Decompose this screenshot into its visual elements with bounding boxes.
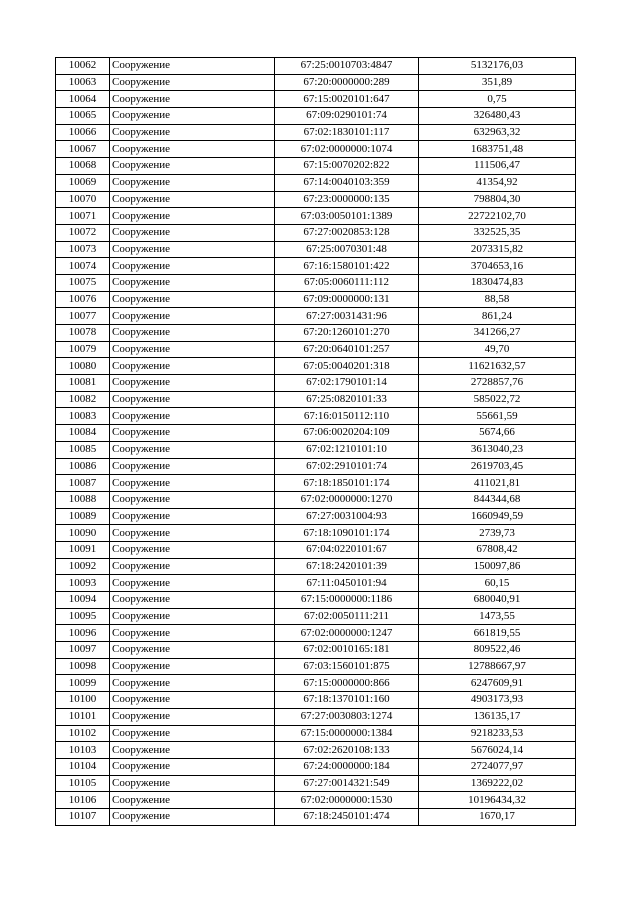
cadastral-number-cell: 67:25:0070301:48	[275, 241, 419, 258]
cadastral-value-cell: 661819,55	[419, 625, 576, 642]
cadastral-number-cell: 67:06:0020204:109	[275, 425, 419, 442]
table-row	[56, 708, 576, 725]
cadastral-number-cell: 67:03:0050101:1389	[275, 208, 419, 225]
cadastral-value-cell: 2724077,97	[419, 758, 576, 775]
object-type-cell: Сооружение	[110, 174, 275, 191]
object-type-cell: Сооружение	[110, 491, 275, 508]
cadastral-value-cell: 1473,55	[419, 608, 576, 625]
cadastral-number-cell: 67:14:0040103:359	[275, 174, 419, 191]
cadastral-value-cell: 351,89	[419, 74, 576, 91]
object-type-cell: Сооружение	[110, 642, 275, 659]
cadastral-number-cell: 67:20:1260101:270	[275, 325, 419, 342]
row-number-cell: 10062	[56, 58, 110, 75]
table-row	[56, 258, 576, 275]
object-type-cell: Сооружение	[110, 608, 275, 625]
table-row	[56, 725, 576, 742]
row-number-cell: 10078	[56, 325, 110, 342]
object-type-cell: Сооружение	[110, 358, 275, 375]
object-type-cell: Сооружение	[110, 458, 275, 475]
table-row	[56, 592, 576, 609]
row-number-cell: 10075	[56, 274, 110, 291]
table-row	[56, 241, 576, 258]
table-row	[56, 675, 576, 692]
row-number-cell: 10081	[56, 375, 110, 392]
table-row	[56, 58, 576, 75]
object-type-cell: Сооружение	[110, 58, 275, 75]
object-type-cell: Сооружение	[110, 308, 275, 325]
cadastral-number-cell: 67:02:0000000:1247	[275, 625, 419, 642]
cadastral-number-cell: 67:02:1790101:14	[275, 375, 419, 392]
row-number-cell: 10085	[56, 441, 110, 458]
object-type-cell: Сооружение	[110, 425, 275, 442]
cadastral-number-cell: 67:27:0031004:93	[275, 508, 419, 525]
cadastral-value-cell: 1369222,02	[419, 775, 576, 792]
cadastral-number-cell: 67:09:0000000:131	[275, 291, 419, 308]
table-row	[56, 224, 576, 241]
row-number-cell: 10106	[56, 792, 110, 809]
object-type-cell: Сооружение	[110, 291, 275, 308]
cadastral-value-cell: 41354,92	[419, 174, 576, 191]
cadastral-value-cell: 844344,68	[419, 491, 576, 508]
table-row	[56, 575, 576, 592]
row-number-cell: 10089	[56, 508, 110, 525]
row-number-cell: 10097	[56, 642, 110, 659]
table-row	[56, 491, 576, 508]
table-row	[56, 291, 576, 308]
row-number-cell: 10076	[56, 291, 110, 308]
object-type-cell: Сооружение	[110, 592, 275, 609]
cadastral-number-cell: 67:25:0010703:4847	[275, 58, 419, 75]
row-number-cell: 10103	[56, 742, 110, 759]
object-type-cell: Сооружение	[110, 375, 275, 392]
cadastral-value-cell: 3613040,23	[419, 441, 576, 458]
cadastral-value-cell: 136135,17	[419, 708, 576, 725]
cadastral-value-cell: 88,58	[419, 291, 576, 308]
row-number-cell: 10099	[56, 675, 110, 692]
cadastral-number-cell: 67:02:0000000:1530	[275, 792, 419, 809]
row-number-cell: 10087	[56, 475, 110, 492]
object-type-cell: Сооружение	[110, 658, 275, 675]
cadastral-value-cell: 1683751,48	[419, 141, 576, 158]
cadastral-value-cell: 2619703,45	[419, 458, 576, 475]
object-type-cell: Сооружение	[110, 708, 275, 725]
cadastral-number-cell: 67:20:0640101:257	[275, 341, 419, 358]
object-type-cell: Сооружение	[110, 124, 275, 141]
object-type-cell: Сооружение	[110, 258, 275, 275]
row-number-cell: 10095	[56, 608, 110, 625]
object-type-cell: Сооружение	[110, 408, 275, 425]
row-number-cell: 10069	[56, 174, 110, 191]
table-row	[56, 792, 576, 809]
table-row	[56, 341, 576, 358]
row-number-cell: 10080	[56, 358, 110, 375]
register-table-body	[56, 58, 576, 826]
table-row	[56, 408, 576, 425]
row-number-cell: 10091	[56, 541, 110, 558]
cadastral-number-cell: 67:18:1850101:174	[275, 475, 419, 492]
cadastral-value-cell: 2073315,82	[419, 241, 576, 258]
row-number-cell: 10074	[56, 258, 110, 275]
object-type-cell: Сооружение	[110, 74, 275, 91]
cadastral-number-cell: 67:02:0050111:211	[275, 608, 419, 625]
object-type-cell: Сооружение	[110, 508, 275, 525]
row-number-cell: 10083	[56, 408, 110, 425]
row-number-cell: 10077	[56, 308, 110, 325]
table-row	[56, 91, 576, 108]
object-type-cell: Сооружение	[110, 675, 275, 692]
row-number-cell: 10063	[56, 74, 110, 91]
cadastral-number-cell: 67:27:0020853:128	[275, 224, 419, 241]
cadastral-value-cell: 341266,27	[419, 325, 576, 342]
row-number-cell: 10104	[56, 758, 110, 775]
cadastral-number-cell: 67:18:1090101:174	[275, 525, 419, 542]
table-row	[56, 274, 576, 291]
cadastral-number-cell: 67:15:0000000:1384	[275, 725, 419, 742]
cadastral-value-cell: 6247609,91	[419, 675, 576, 692]
cadastral-value-cell: 5676024,14	[419, 742, 576, 759]
object-type-cell: Сооружение	[110, 725, 275, 742]
cadastral-value-cell: 150097,86	[419, 558, 576, 575]
row-number-cell: 10086	[56, 458, 110, 475]
object-type-cell: Сооружение	[110, 341, 275, 358]
cadastral-number-cell: 67:02:2910101:74	[275, 458, 419, 475]
cadastral-value-cell: 680040,91	[419, 592, 576, 609]
row-number-cell: 10084	[56, 425, 110, 442]
cadastral-value-cell: 55661,59	[419, 408, 576, 425]
table-row	[56, 558, 576, 575]
table-row	[56, 742, 576, 759]
cadastral-value-cell: 67808,42	[419, 541, 576, 558]
table-row	[56, 325, 576, 342]
cadastral-number-cell: 67:20:0000000:289	[275, 74, 419, 91]
cadastral-number-cell: 67:16:1580101:422	[275, 258, 419, 275]
table-row	[56, 158, 576, 175]
cadastral-value-cell: 798804,30	[419, 191, 576, 208]
object-type-cell: Сооружение	[110, 758, 275, 775]
cadastral-number-cell: 67:27:0014321:549	[275, 775, 419, 792]
table-row	[56, 308, 576, 325]
object-type-cell: Сооружение	[110, 742, 275, 759]
row-number-cell: 10096	[56, 625, 110, 642]
cadastral-value-cell: 49,70	[419, 341, 576, 358]
object-type-cell: Сооружение	[110, 224, 275, 241]
cadastral-number-cell: 67:25:0820101:33	[275, 391, 419, 408]
cadastral-number-cell: 67:15:0020101:647	[275, 91, 419, 108]
table-row	[56, 508, 576, 525]
row-number-cell: 10073	[56, 241, 110, 258]
table-row	[56, 525, 576, 542]
row-number-cell: 10105	[56, 775, 110, 792]
cadastral-number-cell: 67:02:1210101:10	[275, 441, 419, 458]
cadastral-number-cell: 67:15:0070202:822	[275, 158, 419, 175]
table-row	[56, 141, 576, 158]
object-type-cell: Сооружение	[110, 475, 275, 492]
table-row	[56, 758, 576, 775]
object-type-cell: Сооружение	[110, 141, 275, 158]
cadastral-value-cell: 0,75	[419, 91, 576, 108]
object-type-cell: Сооружение	[110, 325, 275, 342]
row-number-cell: 10068	[56, 158, 110, 175]
cadastral-value-cell: 1830474,83	[419, 274, 576, 291]
object-type-cell: Сооружение	[110, 525, 275, 542]
row-number-cell: 10092	[56, 558, 110, 575]
object-type-cell: Сооружение	[110, 241, 275, 258]
cadastral-value-cell: 60,15	[419, 575, 576, 592]
row-number-cell: 10065	[56, 108, 110, 125]
row-number-cell: 10098	[56, 658, 110, 675]
cadastral-number-cell: 67:03:1560101:875	[275, 658, 419, 675]
property-register-table	[55, 57, 576, 826]
cadastral-number-cell: 67:05:0060111:112	[275, 274, 419, 291]
cadastral-value-cell: 10196434,32	[419, 792, 576, 809]
cadastral-number-cell: 67:15:0000000:866	[275, 675, 419, 692]
table-row	[56, 358, 576, 375]
row-number-cell: 10079	[56, 341, 110, 358]
row-number-cell: 10088	[56, 491, 110, 508]
object-type-cell: Сооружение	[110, 208, 275, 225]
cadastral-value-cell: 9218233,53	[419, 725, 576, 742]
table-row	[56, 541, 576, 558]
cadastral-value-cell: 4903173,93	[419, 692, 576, 709]
table-row	[56, 425, 576, 442]
table-row	[56, 692, 576, 709]
object-type-cell: Сооружение	[110, 808, 275, 825]
row-number-cell: 10094	[56, 592, 110, 609]
table-row	[56, 625, 576, 642]
row-number-cell: 10070	[56, 191, 110, 208]
row-number-cell: 10082	[56, 391, 110, 408]
cadastral-number-cell: 67:27:0030803:1274	[275, 708, 419, 725]
cadastral-number-cell: 67:15:0000000:1186	[275, 592, 419, 609]
cadastral-number-cell: 67:04:0220101:67	[275, 541, 419, 558]
table-row	[56, 608, 576, 625]
cadastral-value-cell: 11621632,57	[419, 358, 576, 375]
cadastral-value-cell: 332525,35	[419, 224, 576, 241]
row-number-cell: 10064	[56, 91, 110, 108]
cadastral-number-cell: 67:05:0040201:318	[275, 358, 419, 375]
object-type-cell: Сооружение	[110, 158, 275, 175]
object-type-cell: Сооружение	[110, 91, 275, 108]
table-row	[56, 174, 576, 191]
cadastral-value-cell: 3704653,16	[419, 258, 576, 275]
cadastral-value-cell: 5132176,03	[419, 58, 576, 75]
cadastral-number-cell: 67:02:1830101:117	[275, 124, 419, 141]
cadastral-number-cell: 67:02:0010165:181	[275, 642, 419, 659]
cadastral-number-cell: 67:02:0000000:1270	[275, 491, 419, 508]
table-row	[56, 208, 576, 225]
cadastral-number-cell: 67:02:0000000:1074	[275, 141, 419, 158]
cadastral-value-cell: 111506,47	[419, 158, 576, 175]
object-type-cell: Сооружение	[110, 541, 275, 558]
cadastral-value-cell: 22722102,70	[419, 208, 576, 225]
object-type-cell: Сооружение	[110, 575, 275, 592]
cadastral-value-cell: 632963,32	[419, 124, 576, 141]
row-number-cell: 10072	[56, 224, 110, 241]
table-row	[56, 108, 576, 125]
object-type-cell: Сооружение	[110, 625, 275, 642]
object-type-cell: Сооружение	[110, 692, 275, 709]
cadastral-number-cell: 67:23:0000000:135	[275, 191, 419, 208]
cadastral-value-cell: 585022,72	[419, 391, 576, 408]
row-number-cell: 10090	[56, 525, 110, 542]
table-row	[56, 391, 576, 408]
cadastral-value-cell: 1660949,59	[419, 508, 576, 525]
table-row	[56, 191, 576, 208]
object-type-cell: Сооружение	[110, 391, 275, 408]
cadastral-number-cell: 67:09:0290101:74	[275, 108, 419, 125]
row-number-cell: 10107	[56, 808, 110, 825]
object-type-cell: Сооружение	[110, 191, 275, 208]
row-number-cell: 10093	[56, 575, 110, 592]
cadastral-value-cell: 1670,17	[419, 808, 576, 825]
table-row	[56, 74, 576, 91]
cadastral-number-cell: 67:16:0150112:110	[275, 408, 419, 425]
table-row	[56, 475, 576, 492]
cadastral-value-cell: 809522,46	[419, 642, 576, 659]
cadastral-value-cell: 5674,66	[419, 425, 576, 442]
object-type-cell: Сооружение	[110, 558, 275, 575]
row-number-cell: 10071	[56, 208, 110, 225]
row-number-cell: 10066	[56, 124, 110, 141]
table-row	[56, 642, 576, 659]
table-row	[56, 658, 576, 675]
object-type-cell: Сооружение	[110, 792, 275, 809]
table-row	[56, 375, 576, 392]
object-type-cell: Сооружение	[110, 441, 275, 458]
cadastral-value-cell: 326480,43	[419, 108, 576, 125]
row-number-cell: 10101	[56, 708, 110, 725]
cadastral-number-cell: 67:27:0031431:96	[275, 308, 419, 325]
cadastral-number-cell: 67:02:2620108:133	[275, 742, 419, 759]
cadastral-value-cell: 12788667,97	[419, 658, 576, 675]
cadastral-value-cell: 861,24	[419, 308, 576, 325]
object-type-cell: Сооружение	[110, 274, 275, 291]
table-row	[56, 441, 576, 458]
table-row	[56, 458, 576, 475]
row-number-cell: 10067	[56, 141, 110, 158]
row-number-cell: 10100	[56, 692, 110, 709]
cadastral-value-cell: 2728857,76	[419, 375, 576, 392]
cadastral-number-cell: 67:18:1370101:160	[275, 692, 419, 709]
cadastral-value-cell: 2739,73	[419, 525, 576, 542]
object-type-cell: Сооружение	[110, 775, 275, 792]
cadastral-number-cell: 67:18:2450101:474	[275, 808, 419, 825]
cadastral-number-cell: 67:18:2420101:39	[275, 558, 419, 575]
table-row	[56, 775, 576, 792]
table-row	[56, 124, 576, 141]
cadastral-value-cell: 411021,81	[419, 475, 576, 492]
cadastral-number-cell: 67:11:0450101:94	[275, 575, 419, 592]
row-number-cell: 10102	[56, 725, 110, 742]
object-type-cell: Сооружение	[110, 108, 275, 125]
table-row	[56, 808, 576, 825]
cadastral-number-cell: 67:24:0000000:184	[275, 758, 419, 775]
